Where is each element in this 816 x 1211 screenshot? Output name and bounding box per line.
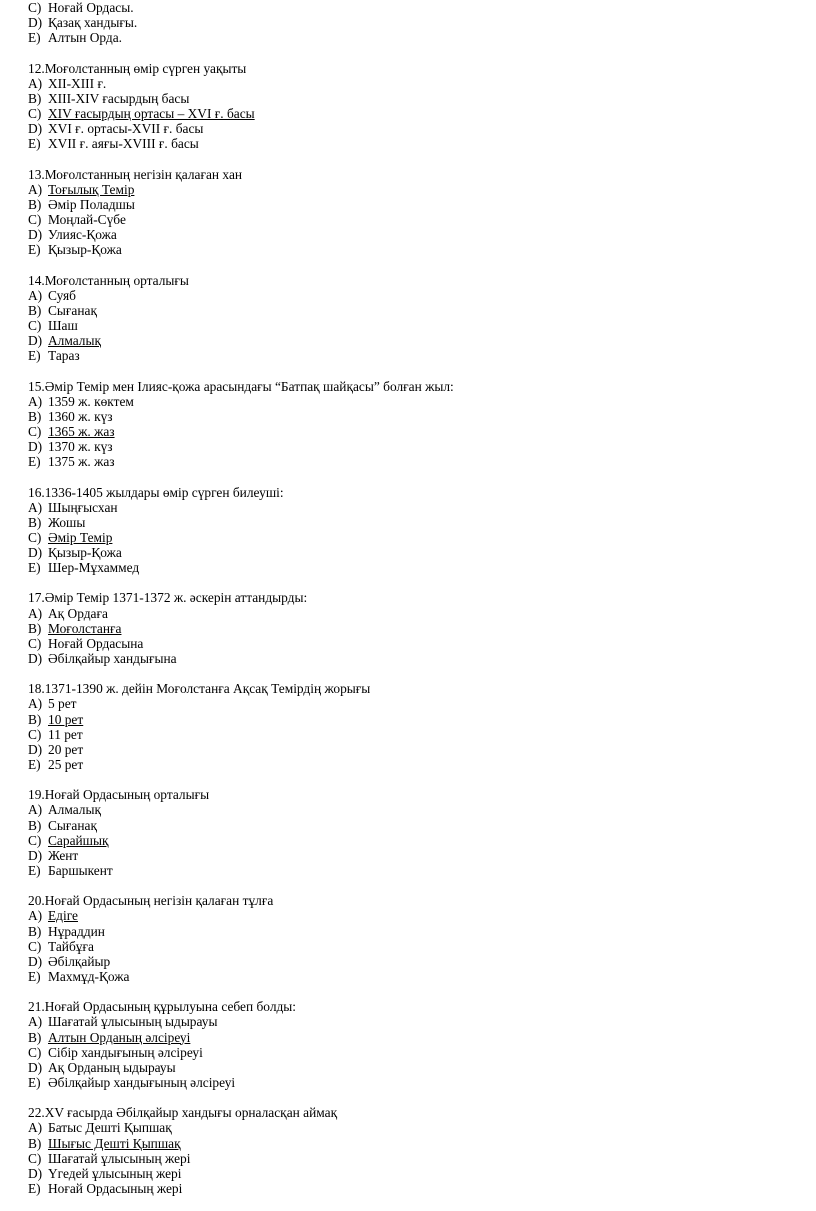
option-text: Қызыр-Қожа xyxy=(48,545,122,561)
option-letter: A) xyxy=(28,181,43,197)
answer-option xyxy=(28,348,788,363)
option-text: Ноғай Ордасы. xyxy=(48,0,134,15)
question-title: 14.Моғолстанның орталығы xyxy=(28,272,189,288)
option-letter: E) xyxy=(28,30,41,46)
option-text: Баршыкент xyxy=(48,863,113,879)
answer-option xyxy=(28,500,788,515)
option-letter: D) xyxy=(28,1059,43,1075)
answer-option xyxy=(28,242,788,257)
option-letter: A) xyxy=(28,1014,43,1030)
answer-option xyxy=(28,1075,788,1090)
option-text: Әбілқайыр хандығына xyxy=(48,651,177,667)
option-text: 1375 ж. жаз xyxy=(48,454,115,470)
answer-option xyxy=(28,1166,788,1181)
option-letter: C) xyxy=(28,832,42,848)
option-letter: C) xyxy=(28,635,42,651)
option-text: Әбілқайыр хандығының әлсіреуі xyxy=(48,1074,236,1090)
option-letter: D) xyxy=(28,953,43,969)
option-letter: D) xyxy=(28,121,43,137)
option-letter: E) xyxy=(28,1074,41,1090)
option-text: Суяб xyxy=(48,287,76,303)
option-text: Ақ Орданың ыдырауы xyxy=(48,1059,176,1075)
option-letter: E) xyxy=(28,136,41,152)
option-letter: C) xyxy=(28,726,42,742)
quiz-content xyxy=(28,0,788,1211)
answer-option xyxy=(28,91,788,106)
option-text: 11 рет xyxy=(48,726,83,742)
answer-option xyxy=(28,924,788,939)
question-block xyxy=(28,681,788,772)
question-title: 17.Әмір Темір 1371-1372 ж. әскерін аттандырды: xyxy=(28,590,308,606)
option-letter: E) xyxy=(28,348,41,364)
question-block xyxy=(28,485,788,576)
option-letter: B) xyxy=(28,711,42,727)
option-text: Алмалық xyxy=(48,333,101,349)
question-title: 22.XV ғасырда Әбілқайыр хандығы орналасқан аймақ xyxy=(28,1105,338,1121)
option-text: 1359 ж. көктем xyxy=(48,393,134,409)
option-letter: A) xyxy=(28,605,43,621)
question-block xyxy=(28,999,788,1090)
answer-option xyxy=(28,288,788,303)
option-letter: B) xyxy=(28,196,42,212)
option-text: Жент xyxy=(48,847,79,863)
option-text: 1365 ж. жаз xyxy=(48,423,115,439)
option-letter: A) xyxy=(28,696,43,712)
answer-option xyxy=(28,545,788,560)
answer-option xyxy=(28,742,788,757)
option-text: Ноғай Ордасының жері xyxy=(48,1180,183,1196)
option-text: Тараз xyxy=(48,348,80,364)
option-text: Шығыс Дешті Қыпшақ xyxy=(48,1135,181,1151)
option-text: Батыс Дешті Қыпшақ xyxy=(48,1120,172,1136)
option-text: Сығанақ xyxy=(48,817,97,833)
option-text: Үгедей ұлысының жері xyxy=(48,1165,182,1181)
question-title: 15.Әмір Темір мен Ілияс-қожа арасындағы “Батпақ шайқасы” болған жыл: xyxy=(28,378,454,394)
option-letter: E) xyxy=(28,560,41,576)
option-letter: C) xyxy=(28,1150,42,1166)
question-title: 13.Моғолстанның негізін қалаған хан xyxy=(28,166,243,182)
answer-option xyxy=(28,848,788,863)
question-title: 16.1336-1405 жылдары өмір сүрген билеуші: xyxy=(28,484,284,500)
option-text: Алмалық xyxy=(48,802,101,818)
answer-option-correct xyxy=(28,1030,788,1045)
answer-option xyxy=(28,515,788,530)
question-block xyxy=(28,379,788,470)
option-text: Қазақ хандығы. xyxy=(48,15,138,31)
answer-option xyxy=(28,560,788,575)
option-letter: B) xyxy=(28,1029,42,1045)
question-title: 12.Моғолстанның өмір сүрген уақыты xyxy=(28,60,247,76)
answer-option-correct xyxy=(28,106,788,121)
answer-option xyxy=(28,1045,788,1060)
answer-option xyxy=(28,15,788,30)
answer-option xyxy=(28,863,788,878)
answer-option xyxy=(28,227,788,242)
question-block xyxy=(28,1105,788,1196)
question-block xyxy=(28,273,788,364)
option-text: Әмір Поладшы xyxy=(48,196,135,212)
option-letter: B) xyxy=(28,302,42,318)
option-letter: C) xyxy=(28,423,42,439)
option-letter: E) xyxy=(28,454,41,470)
answer-option xyxy=(28,303,788,318)
option-text: Ақ Ордаға xyxy=(48,605,108,621)
option-text: XVI ғ. ортасы-XVII ғ. басы xyxy=(48,121,204,137)
option-text: Тоғылық Темір xyxy=(48,181,135,197)
answer-option xyxy=(28,439,788,454)
option-letter: D) xyxy=(28,439,43,455)
option-text: Шер-Мұхаммед xyxy=(48,560,140,576)
answer-option xyxy=(28,939,788,954)
option-text: Шаш xyxy=(48,317,78,333)
option-text: Сығанақ xyxy=(48,302,97,318)
question-title: 21.Ноғай Ордасының құрылуына себеп болды: xyxy=(28,999,297,1015)
option-text: Шыңғысхан xyxy=(48,499,118,515)
answer-option xyxy=(28,394,788,409)
option-text: Алтын Орда. xyxy=(48,30,123,46)
previous-question-tail xyxy=(28,0,788,45)
option-text: 1360 ж. күз xyxy=(48,408,113,424)
option-text: Сібір хандығының әлсіреуі xyxy=(48,1044,203,1060)
option-letter: E) xyxy=(28,969,41,984)
answer-option xyxy=(28,318,788,333)
option-text: XIV ғасырдың ортасы – XVI ғ. басы xyxy=(48,105,255,121)
option-text: Ноғай Ордасына xyxy=(48,635,144,651)
answer-option-correct xyxy=(28,182,788,197)
option-letter: A) xyxy=(28,393,43,409)
question-block xyxy=(28,787,788,878)
answer-option xyxy=(28,212,788,227)
question-title: 20.Ноғай Ордасының негізін қалаған тұлға xyxy=(28,893,274,909)
option-text: Улияс-Қожа xyxy=(48,227,117,243)
answer-option-correct xyxy=(28,908,788,923)
option-text: Сарайшық xyxy=(48,832,109,848)
option-letter: D) xyxy=(28,333,43,349)
option-letter: D) xyxy=(28,1165,43,1181)
answer-option xyxy=(28,636,788,651)
option-text: 5 рет xyxy=(48,696,77,712)
question-title: 18.1371-1390 ж. дейін Моғолстанға Ақсақ Темірдің жорығы xyxy=(28,681,371,697)
option-text: Тайбұға xyxy=(48,938,94,954)
option-text: Қызыр-Қожа xyxy=(48,242,122,258)
option-text: Әбілқайыр xyxy=(48,953,111,969)
option-letter: D) xyxy=(28,847,43,863)
option-text: XII-XIII ғ. xyxy=(48,75,107,91)
option-letter: E) xyxy=(28,242,41,258)
option-text: Моғолстанға xyxy=(48,620,122,636)
option-text: XVII ғ. аяғы-XVIII ғ. басы xyxy=(48,136,199,152)
option-letter: E) xyxy=(28,1180,41,1196)
answer-option-correct xyxy=(28,1136,788,1151)
option-letter: C) xyxy=(28,1044,42,1060)
option-letter: C) xyxy=(28,211,42,227)
option-text: Шағатай ұлысының ыдырауы xyxy=(48,1014,218,1030)
answer-option xyxy=(28,1151,788,1166)
option-letter: D) xyxy=(28,651,43,667)
option-text: 20 рет xyxy=(48,741,84,757)
option-letter: A) xyxy=(28,802,43,818)
answer-option-correct xyxy=(28,424,788,439)
option-text: Моңлай-Сүбе xyxy=(48,211,126,227)
option-letter: A) xyxy=(28,1120,43,1136)
answer-option xyxy=(28,651,788,666)
option-text: Нұраддин xyxy=(48,923,105,939)
answer-option xyxy=(28,818,788,833)
option-letter: C) xyxy=(28,317,42,333)
option-text: Алтын Орданың әлсіреуі xyxy=(48,1029,191,1045)
option-letter: C) xyxy=(28,105,42,121)
option-text: XIII-XIV ғасырдың басы xyxy=(48,90,190,106)
option-letter: C) xyxy=(28,529,42,545)
answer-option xyxy=(28,727,788,742)
option-text: Шағатай ұлысының жері xyxy=(48,1150,191,1166)
option-letter: D) xyxy=(28,545,43,561)
answer-option-correct xyxy=(28,530,788,545)
option-text: 1370 ж. күз xyxy=(48,439,113,455)
option-text: Әмір Темір xyxy=(48,529,113,545)
answer-option xyxy=(28,606,788,621)
option-text: 10 рет xyxy=(48,711,84,727)
option-text: Махмұд-Қожа xyxy=(48,969,130,984)
answer-option-correct xyxy=(28,621,788,636)
option-letter: E) xyxy=(28,757,41,773)
option-letter: A) xyxy=(28,75,43,91)
option-letter: B) xyxy=(28,817,42,833)
option-letter: C) xyxy=(28,0,42,15)
question-block xyxy=(28,590,788,666)
option-letter: A) xyxy=(28,908,43,924)
answer-option xyxy=(28,1181,788,1196)
option-letter: D) xyxy=(28,15,43,31)
option-letter: B) xyxy=(28,90,42,106)
answer-option-correct xyxy=(28,833,788,848)
answer-option xyxy=(28,454,788,469)
option-letter: B) xyxy=(28,408,42,424)
question-title: 19.Ноғай Ордасының орталығы xyxy=(28,787,210,803)
answer-option xyxy=(28,802,788,817)
option-letter: A) xyxy=(28,499,43,515)
answer-option xyxy=(28,1060,788,1075)
option-letter: B) xyxy=(28,923,42,939)
option-letter: C) xyxy=(28,938,42,954)
question-block xyxy=(28,61,788,152)
answer-option xyxy=(28,1120,788,1135)
answer-option xyxy=(28,197,788,212)
option-letter: B) xyxy=(28,1135,42,1151)
option-text: Жошы xyxy=(48,514,86,530)
option-text: 25 рет xyxy=(48,757,84,773)
answer-option xyxy=(28,954,788,969)
question-block xyxy=(28,167,788,258)
option-letter: B) xyxy=(28,514,42,530)
answer-option xyxy=(28,757,788,772)
answer-option xyxy=(28,1014,788,1029)
answer-option xyxy=(28,136,788,151)
question-block xyxy=(28,893,788,984)
answer-option-correct xyxy=(28,333,788,348)
option-letter: D) xyxy=(28,227,43,243)
answer-option xyxy=(28,30,788,45)
option-letter: A) xyxy=(28,287,43,303)
answer-option xyxy=(28,0,788,15)
answer-option xyxy=(28,969,788,984)
answer-option xyxy=(28,696,788,711)
option-letter: E) xyxy=(28,863,41,879)
answer-option xyxy=(28,121,788,136)
option-letter: D) xyxy=(28,741,43,757)
option-text: Едіге xyxy=(48,908,78,924)
answer-option xyxy=(28,76,788,91)
option-letter: B) xyxy=(28,620,42,636)
answer-option-correct xyxy=(28,712,788,727)
answer-option xyxy=(28,409,788,424)
